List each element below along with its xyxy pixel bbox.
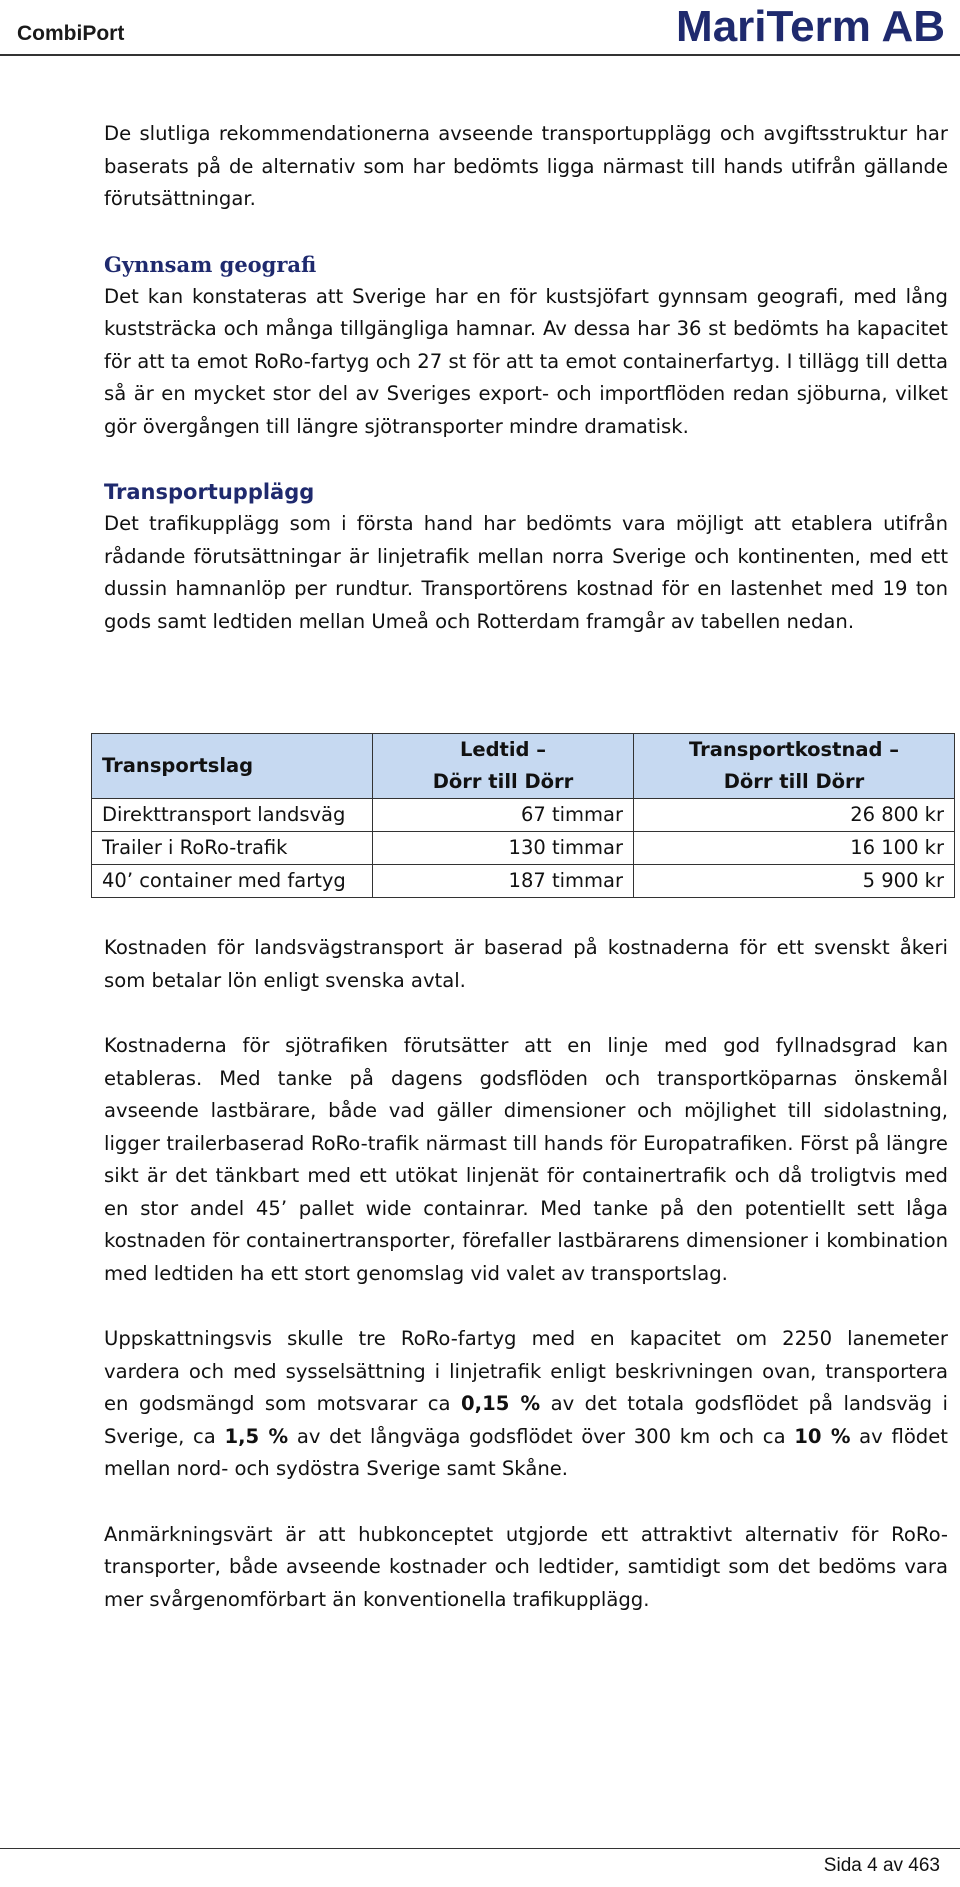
section-heading-transportupplagg: Transportupplägg (104, 480, 315, 504)
text-span: av flödet mellan nord- och sydöstra Sverige samt Skåne. (104, 1424, 948, 1480)
document-body (104, 118, 948, 638)
table-cell-ledtid: 67 timmar (373, 799, 634, 832)
section-heading-geografi: Gynnsam geografi (104, 251, 317, 277)
paragraph-sjotrafik: Kostnaderna för sjötrafiken förutsätter att en linje med god fyllnadsgrad kan etableras. Med tanke på dagens godsflöden och transportköparnas önskemål avseende lastbärare, både vad gäller dimensioner och möjlighet till sidolastning, ligger trailerbaserad RoRo-trafik närmast till hands för Europatrafiken. Först på längre sikt är det tänkbart med ett utökat linjenät för containertrafik och då troligtvis med en stor andel 45’ pallet wide containrar. Med tanke på den potentiellt sett låga kostnaden för containertransporter, förefaller lastbärarens dimensioner i kombination med ledtiden ha ett stort genomslag vid valet av transportslag. (104, 1034, 948, 1285)
highlight-value: 10 % (794, 1424, 851, 1448)
table-row (92, 832, 955, 865)
footer-divider (0, 1848, 960, 1849)
table-header-kostnad-line2: Dörr till Dörr (723, 770, 865, 793)
table-cell-transportslag: 40’ container med fartyg (92, 865, 373, 898)
table-header-kostnad-line1: Transportkostnad – (688, 738, 900, 761)
highlight-value: 1,5 % (224, 1424, 289, 1448)
text-span: av det totala godsflödet på landsväg i Sverige, ca (104, 1392, 948, 1448)
section-text-geografi: Det kan konstateras att Sverige har en för kustsjöfart gynnsam geografi, med lång kuststräcka och många tillgängliga hamnar. Av dessa har 36 st bedömts ha kapacitet för att ta emot RoRo-fartyg och 27 st för att ta emot containerfartyg. I tillägg till detta så är en mycket stor del av Sveriges export- och importflöden redan sjöburna, vilket gör övergången till längre sjötransporter mindre dramatisk. (104, 284, 948, 438)
table-header-ledtid-line2: Dörr till Dörr (432, 770, 574, 793)
highlight-value: 0,15 % (461, 1392, 541, 1415)
table-cell-kostnad: 26 800 kr (634, 799, 955, 832)
table-cell-kostnad: 5 900 kr (634, 865, 955, 898)
document-body-lower (104, 932, 948, 1616)
page-header (0, 0, 960, 58)
header-divider (0, 54, 960, 56)
paragraph-hubkoncept: Anmärkningsvärt är att hubkonceptet utgjorde ett attraktivt alternativ för RoRo-transporter, både avseende kostnader och ledtider, samtidigt som det bedöms vara mer svårgenomförbart än konventionella trafikupplägg. (104, 1522, 948, 1611)
table-row (92, 799, 955, 832)
table-header-transportslag: Transportslag (92, 734, 373, 799)
header-company-logo: MariTerm AB (676, 2, 945, 51)
table-cell-transportslag: Trailer i RoRo-trafik (92, 832, 373, 865)
table-header-kostnad (634, 734, 955, 799)
header-project-name: CombiPort (17, 22, 125, 45)
table-header-row (92, 734, 955, 799)
table-cell-kostnad: 16 100 kr (634, 832, 955, 865)
table-cell-transportslag: Direkttransport landsväg (92, 799, 373, 832)
paragraph-uppskattning (104, 1323, 948, 1486)
table-cell-ledtid: 130 timmar (373, 832, 634, 865)
table-row (92, 865, 955, 898)
table-header-ledtid (373, 734, 634, 799)
text-span: Uppskattningsvis skulle tre RoRo-fartyg med en kapacitet om 2250 lanemeter vardera och med sysselsättning i linjetrafik enligt beskrivningen ovan, transportera en godsmängd som motsvarar ca (104, 1327, 948, 1415)
intro-paragraph: De slutliga rekommendationerna avseende transportupplägg och avgiftsstruktur har baserats på de alternativ som har bedömts ligga närmast till hands utifrån gällande förutsättningar. (104, 122, 948, 210)
page-number: Sida 4 av 463 (823, 1855, 940, 1876)
table-header-ledtid-line1: Ledtid – (459, 738, 547, 761)
text-span: av det långväga godsflödet över 300 km och ca (288, 1424, 795, 1448)
table-cell-ledtid: 187 timmar (373, 865, 634, 898)
section-text-transportupplagg: Det trafikupplägg som i första hand har bedömts vara möjligt att etablera utifrån rådande förutsättningar är linjetrafik mellan norra Sverige och kontinenten, med ett dussin hamnanlöp per rundtur. Transportörens kostnad för en lastenhet med 19 ton gods samt ledtiden mellan Umeå och Rotterdam framgår av tabellen nedan. (104, 512, 948, 633)
paragraph-landsvag: Kostnaden för landsvägstransport är baserad på kostnaderna för ett svenskt åkeri som betalar lön enligt svenska avtal. (104, 936, 948, 992)
cost-table (91, 733, 955, 898)
